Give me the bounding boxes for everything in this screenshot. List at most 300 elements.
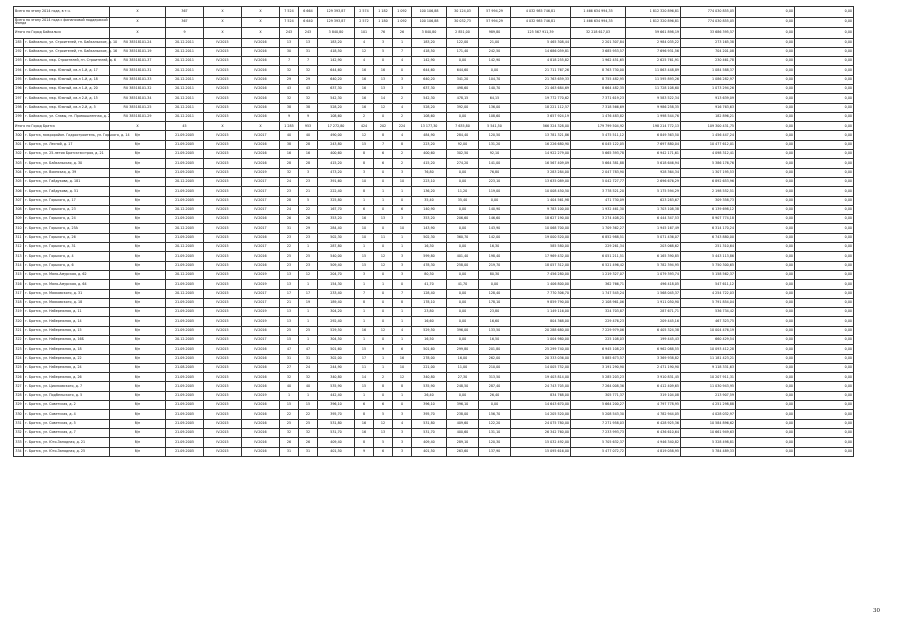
table-cell: 5 443 113,86 [681,252,736,261]
table-row [14,205,854,214]
table-cell: 10 207 911,31 [681,373,736,382]
registration-number: б/н [110,391,166,400]
table-cell: 0 [374,289,393,298]
table-cell: 183,20 [412,38,447,47]
summary-label: Всего по этапу 2014 года с финансовой поддержкой Фонда [14,17,110,28]
table-cell: 141,00 [479,159,511,168]
table-cell: 11,00 [447,363,479,372]
table-cell: 1 [355,243,374,252]
table-cell: 6 [374,150,393,159]
table-cell: 16 [393,354,412,363]
registration-number: RU 38518101-25 [110,103,166,112]
table-cell: 3 [393,168,412,177]
registration-date: 21.09.2005 [166,447,204,456]
table-cell: 1 092 [393,17,412,28]
table-cell: 142,90 [479,57,511,66]
table-cell: 284,40 [447,131,479,140]
registration-date: 21.09.2005 [166,298,204,307]
table-cell: 6 [374,159,393,168]
row-number: 325 [14,363,24,372]
table-cell: 262,00 [479,354,511,363]
table-cell: 80,30 [412,270,447,279]
table-cell: 229 476,23 [571,317,626,326]
table-cell: 11 030 943,95 [681,382,736,391]
table-cell: 302,00 [318,354,355,363]
table-cell: 6 165 390,85 [626,252,681,261]
table-cell: 16,60 [479,317,511,326]
table-cell: 0,00 [736,233,795,242]
table-cell: 0 [374,308,393,317]
table-cell: 0,00 [795,243,854,252]
table-cell: 0,00 [736,270,795,279]
registration-number: RU 38518101-33 [110,75,166,84]
table-row [14,103,854,112]
table-cell: 509,40 [318,261,355,270]
table-cell: 19 [299,298,318,307]
table-cell: 223,10 [412,177,447,186]
table-cell: 0 [393,196,412,205]
table-cell: 12 [299,270,318,279]
table-cell: X [110,17,166,28]
table-cell: 0,00 [795,401,854,410]
table-cell: 409,40 [412,438,447,447]
table-row [14,57,854,66]
table-cell: 0 [374,112,393,121]
table-cell: 1 [393,187,412,196]
table-cell: 8 907 774,18 [681,215,736,224]
table-cell: 23,80 [412,308,447,317]
start-period: IV.2015 [204,438,242,447]
row-number: 307 [14,196,24,205]
table-cell: 108,60 [479,112,511,121]
registration-number: б/н [110,159,166,168]
table-cell: 0,00 [736,47,795,56]
table-cell: 198 214 772,13 [626,122,681,131]
registration-date: 20.12.2011 [166,38,204,47]
table-cell: 6 945 108,23 [571,345,626,354]
table-cell: 31 [280,447,299,456]
table-row [14,140,854,149]
table-cell: 11 728 108,60 [626,84,681,93]
table-cell: 2 696 676,29 [626,177,681,186]
table-cell: 32 [280,428,299,437]
table-cell: 0,00 [736,215,795,224]
row-number: 299 [14,112,24,121]
table-cell: 287 671,71 [626,308,681,317]
table-cell: 178,10 [479,298,511,307]
table-cell: 230 461,78 [681,57,736,66]
table-cell: 25 [280,326,299,335]
table-cell: 0,00 [795,187,854,196]
table-cell: 2 572 [355,17,374,28]
register-table-page [13,6,853,457]
table-cell: 3 274 408,21 [571,215,626,224]
table-cell: 916 763,63 [681,103,736,112]
finish-period: IV.2016 [242,354,280,363]
table-cell: 0 [374,298,393,307]
table-cell: 547 611,12 [681,280,736,289]
table-cell: 340,80 [318,373,355,382]
registration-date: 21.09.2005 [166,233,204,242]
table-cell: 18 057 312,00 [511,261,571,270]
registration-number: б/н [110,317,166,326]
row-number: 292 [14,47,24,56]
table-cell: 4 032 985 746,81 [511,17,571,28]
table-cell: 26,40 [412,391,447,400]
table-cell: 25 299 740,00 [511,345,571,354]
table-cell: 0,00 [795,373,854,382]
table-cell: 367 [166,17,204,28]
table-cell: 40 [280,382,299,391]
table-cell: 22 [299,410,318,419]
finish-period: IV.2016 [242,47,280,56]
table-cell: 10 [355,233,374,242]
table-cell: X [242,122,280,131]
table-cell: 1 911 050,90 [626,298,681,307]
address-cell: г. Байкальск, ул. Славы, гп. Промышленная, д. 2 [24,112,110,121]
table-cell: 16 226 680,90 [511,140,571,149]
table-cell: 27 [280,363,299,372]
registration-number: б/н [110,308,166,317]
finish-period: IV.2017 [242,205,280,214]
table-cell: 5 042 727,77 [571,177,626,186]
table-cell: 10 661 949,63 [681,428,736,437]
registration-number: б/н [110,289,166,298]
table-cell: 156,70 [479,410,511,419]
table-cell: 644,60 [318,66,355,75]
start-period: IV.2015 [204,84,242,93]
start-period: IV.2015 [204,410,242,419]
finish-period: IV.2016 [242,233,280,242]
table-cell: 2 [393,112,412,121]
table-cell: 182 896,21 [681,112,736,121]
table-cell: 9 583 522,34 [626,94,681,103]
registration-number: RU 38518101-37 [110,57,166,66]
start-period: IV.2015 [204,75,242,84]
table-cell: 1 [299,308,318,317]
registration-date: 20.12.2011 [166,66,204,75]
registration-date: 20.12.2011 [166,47,204,56]
table-cell: 292,40 [318,317,355,326]
table-cell: 2 201 307,84 [571,38,626,47]
table-cell: 28 [299,140,318,149]
table-cell: 0,00 [795,326,854,335]
registration-number: б/н [110,205,166,214]
row-number: 311 [14,233,24,242]
table-cell: 10 [393,177,412,186]
row-number: 324 [14,354,24,363]
table-cell: 496 418,05 [626,280,681,289]
table-cell: 478,30 [412,261,447,270]
table-cell: 0,00 [736,363,795,372]
table-cell: 202 [374,122,393,131]
table-cell: 16 [355,103,374,112]
table-cell: 21 [299,187,318,196]
table-cell: 0,00 [795,270,854,279]
table-cell: 22 [280,243,299,252]
table-cell: 0,00 [736,289,795,298]
table-cell: 531,70 [412,428,447,437]
table-cell: X [204,7,242,18]
table-cell: 0 [393,401,412,410]
table-cell: 1 285 [280,122,299,131]
table-cell: 0,00 [736,224,795,233]
table-cell: 80,30 [479,270,511,279]
table-cell: 26 [280,215,299,224]
registration-number: б/н [110,280,166,289]
table-cell: 0,00 [795,140,854,149]
table-cell: 0,00 [795,391,854,400]
table-cell: 0 [374,224,393,233]
table-cell: 0,00 [447,336,479,345]
table-cell: 0,00 [795,308,854,317]
table-cell: 0,00 [736,112,795,121]
address-cell: г. Братск, ул. Советская, д. 7 [24,428,110,437]
table-cell: 8 [374,131,393,140]
table-cell: X [242,28,280,39]
table-cell: 5 208 543,30 [571,410,626,419]
table-cell: 5 541,50 [479,122,511,131]
table-cell: 396,10 [447,401,479,410]
row-number: 319 [14,308,24,317]
table-cell: 6 051 211,51 [571,252,626,261]
table-cell: 9 [299,112,318,121]
finish-period: IV.2016 [242,215,280,224]
table-cell: 8 [374,382,393,391]
start-period: IV.2015 [204,382,242,391]
table-cell: 243,80 [318,140,355,149]
table-cell: 31 [299,447,318,456]
row-number: 308 [14,205,24,214]
registration-number: б/н [110,168,166,177]
table-cell: 16,50 [479,336,511,345]
table-cell: 1 962 451,65 [571,57,626,66]
table-cell: 140,90 [479,205,511,214]
table-cell: 3 [393,438,412,447]
table-cell: 15 [355,140,374,149]
start-period: IV.2015 [204,224,242,233]
table-cell: 6 743 880,00 [681,233,736,242]
table-cell: 5 750 300,65 [681,261,736,270]
table-cell: X [242,17,280,28]
table-cell: 14 205 520,00 [511,410,571,419]
finish-period: IV.2016 [242,419,280,428]
registration-number: RU 38518101-19 [110,47,166,56]
table-cell: 0,00 [795,317,854,326]
table-cell: 16 [280,150,299,159]
table-cell: 7 524 [280,7,299,18]
table-row [14,233,854,242]
registration-number: б/н [110,363,166,372]
row-number: 330 [14,410,24,419]
table-row [14,66,854,75]
table-cell: 32 [280,168,299,177]
table-cell: 360,70 [447,233,479,242]
table-cell: 834 768,00 [511,391,571,400]
table-cell: 201,80 [479,345,511,354]
table-cell: 3 [355,270,374,279]
table-cell: 0,00 [447,317,479,326]
table-cell: 9 859 790,00 [511,298,571,307]
table-cell: 7 229 979,06 [571,326,626,335]
table-cell: 31 [299,47,318,56]
registration-date: 21.09.2005 [166,391,204,400]
table-cell: 0,00 [447,289,479,298]
address-cell: г. Братск, ул. Советская, д. 5 [24,419,110,428]
table-cell: 10 584 896,62 [681,419,736,428]
table-cell: 2 [393,94,412,103]
table-cell: 1 945 167,49 [626,224,681,233]
table-cell: 13 [280,280,299,289]
table-cell: 1 [355,308,374,317]
finish-period: IV.2017 [242,187,280,196]
table-cell: 23 [299,177,318,186]
table-cell: 128,40 [479,289,511,298]
table-cell: 484,90 [412,131,447,140]
table-cell: 25 [299,252,318,261]
table-cell: 7 233 993,73 [571,428,626,437]
table-cell: 225 108,03 [571,336,626,345]
registration-number: RU 38518101-29 [110,112,166,121]
table-cell: 409,40 [318,438,355,447]
finish-period: IV.2017 [242,243,280,252]
table-cell: 5 158 562,37 [681,270,736,279]
table-cell: 222,40 [318,187,355,196]
start-period: IV.2015 [204,336,242,345]
table-cell: 913 639,09 [681,94,736,103]
table-cell: 13 [280,308,299,317]
row-number: 328 [14,391,24,400]
table-cell: 1 [374,196,393,205]
table-cell: 219,70 [479,261,511,270]
table-cell: 7 [280,57,299,66]
finish-period: IV.2016 [242,447,280,456]
table-cell: 2 [393,159,412,168]
table-cell: 15 [355,252,374,261]
table-cell: 1 [299,391,318,400]
table-cell: 210,00 [479,363,511,372]
registration-date: 21.09.2005 [166,261,204,270]
table-row [14,94,854,103]
registration-date: 21.09.2005 [166,401,204,410]
table-cell: 125 567 911,39 [511,28,571,39]
registration-date: 21.09.2005 [166,373,204,382]
address-cell: г. Байкальск, мкр. Южный, кв-л 1-й, д. 17 [24,66,110,75]
table-cell: 2 984 035,22 [626,38,681,47]
row-number: 300 [14,131,24,140]
table-cell: 0,00 [795,103,854,112]
table-cell: 4 [355,57,374,66]
table-cell: 309 358,73 [681,196,736,205]
finish-period: IV.2016 [242,428,280,437]
table-cell: 287,40 [479,382,511,391]
table-cell: 284,40 [318,224,355,233]
start-period: IV.2015 [204,131,242,140]
table-cell: 0,00 [795,205,854,214]
table-cell: 0,00 [795,233,854,242]
table-row [14,428,854,437]
table-cell: 644,60 [412,66,447,75]
table-cell: 704 201,08 [681,47,736,56]
start-period: IV.2015 [204,112,242,121]
table-cell: 12 [374,419,393,428]
table-cell: 17 [355,354,374,363]
table-cell: 32 [280,66,299,75]
table-cell: 1 [393,317,412,326]
table-cell: 640,20 [318,75,355,84]
table-row [14,224,854,233]
table-cell: 12 [355,47,374,56]
table-cell: 473,20 [318,168,355,177]
table-cell: 13 635 089,00 [511,177,571,186]
table-row [14,131,854,140]
table-cell: 14 005 752,00 [511,363,571,372]
table-cell: 0,00 [447,308,479,317]
row-number: 298 [14,103,24,112]
row-number: 322 [14,336,24,345]
finish-period: IV.2016 [242,75,280,84]
address-cell: г. Братск, ул. Гайдукова, д. 51 [24,187,110,196]
start-period: IV.2015 [204,298,242,307]
table-row [14,363,854,372]
table-cell: 324 703,87 [571,308,626,317]
address-cell: г. Братск, ул. Горького, д. 4 [24,252,110,261]
table-cell: 0,00 [736,196,795,205]
table-cell: 3 [393,84,412,93]
table-cell: 35,40 [447,196,479,205]
table-cell: 0,00 [795,17,854,28]
table-cell: 12 [355,131,374,140]
table-cell: 248,50 [447,382,479,391]
table-cell: 418,50 [318,47,355,56]
table-cell: 15 [280,336,299,345]
address-cell: г. Братск, ул. Набережная, д. 26 [24,373,110,382]
table-cell: 490,00 [318,131,355,140]
finish-period: IV.2017 [242,224,280,233]
table-cell: 206,60 [447,215,479,224]
row-number: 304 [14,168,24,177]
table-cell: 0,00 [736,298,795,307]
registration-date: 21.09.2005 [166,280,204,289]
table-cell: 501,60 [412,345,447,354]
table-cell: 24 075 780,00 [511,419,571,428]
finish-period: IV.2019 [242,168,280,177]
table-cell: 2 108 961,06 [571,298,626,307]
table-cell: 109 300 431,75 [681,122,736,131]
table-cell: 24 [280,205,299,214]
table-cell: 26 [299,215,318,224]
table-cell: 32 [299,428,318,437]
table-cell: 24 743 705,00 [511,382,571,391]
table-cell: 0,00 [447,270,479,279]
table-cell: 3 369 938,82 [626,354,681,363]
address-cell: г. Братск, ул. Воинская, д. 39 [24,168,110,177]
table-cell: 3 [393,75,412,84]
table-cell: 1 079 393,74 [626,270,681,279]
registration-number: б/н [110,252,166,261]
table-cell: 0 [374,168,393,177]
table-cell: X [204,122,242,131]
registration-number: б/н [110,345,166,354]
table-cell: 6 428 925,36 [626,419,681,428]
table-cell: 529,50 [412,326,447,335]
table-cell: 6 314 170,24 [681,224,736,233]
table-cell: 1 [393,243,412,252]
registration-number: RU 38518101-32 [110,84,166,93]
table-row [14,47,854,56]
table-cell: 6 444 347,53 [626,215,681,224]
table-cell: 1 [355,336,374,345]
